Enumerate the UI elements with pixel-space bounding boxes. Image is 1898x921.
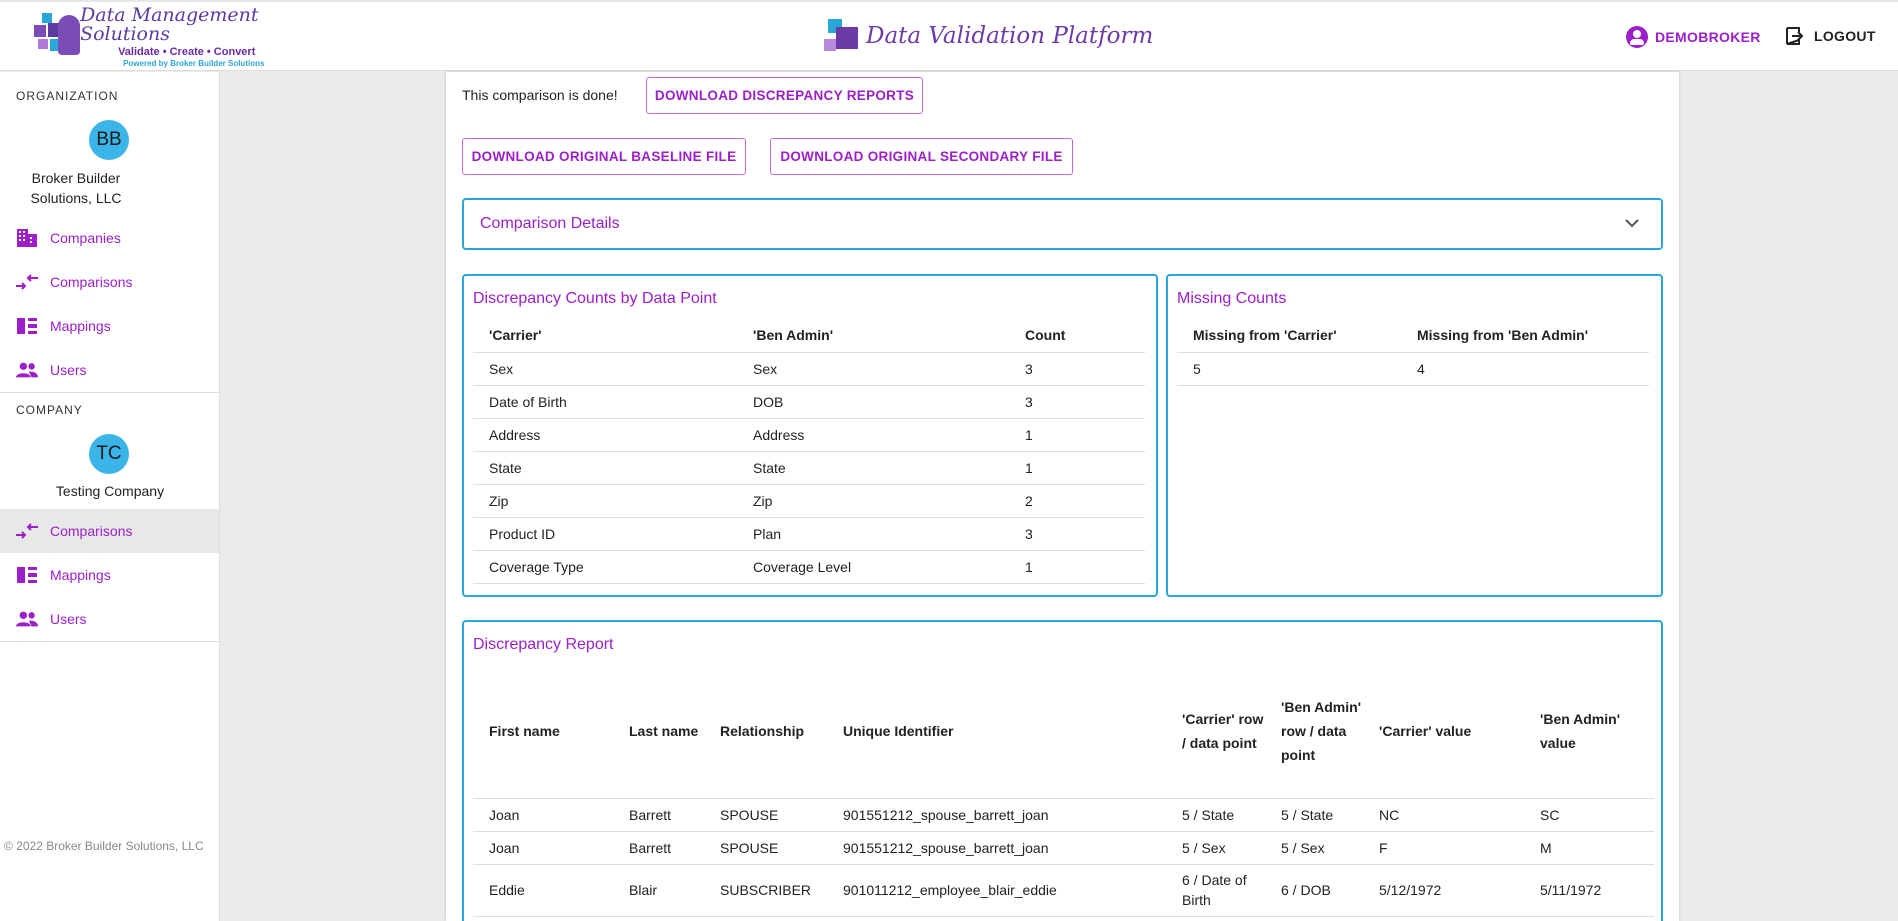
table-cell: 901551212_spouse_barrett_joan: [827, 798, 1166, 831]
organization-section-label: ORGANIZATION: [16, 89, 119, 103]
discrepancy-counts-card: [462, 274, 1158, 597]
sidebar-item-label: Mappings: [50, 318, 111, 334]
app-logo-mark-icon: [824, 19, 860, 53]
table-row: [473, 352, 1145, 385]
column-header: Count: [1009, 318, 1145, 352]
column-header: 'Carrier': [473, 318, 737, 352]
discrepancy-counts-title: Discrepancy Counts by Data Point: [473, 290, 717, 307]
sidebar-item-company-users[interactable]: [0, 597, 219, 641]
logout-button[interactable]: [1784, 26, 1876, 46]
table-cell: State: [473, 451, 737, 484]
column-header: 'Ben Admin' row / data point: [1265, 664, 1363, 798]
column-header: 'Ben Admin': [737, 318, 1009, 352]
user-account-button[interactable]: [1626, 26, 1761, 48]
table-cell: Coverage Level: [737, 550, 1009, 583]
table-cell: F: [1363, 831, 1524, 864]
table-row: [473, 484, 1145, 517]
building-icon: [16, 228, 38, 248]
app-logo: [824, 18, 1153, 54]
table-cell: Sex: [473, 352, 737, 385]
table-cell: 3: [1009, 517, 1145, 550]
table-cell: Zip: [737, 484, 1009, 517]
table-header-row: [473, 664, 1654, 798]
sidebar-item-label: Comparisons: [50, 523, 133, 539]
discrepancy-report-card: [462, 620, 1663, 921]
missing-counts-card: [1166, 274, 1663, 597]
sidebar-item-label: Users: [50, 362, 87, 378]
company-avatar: TC: [89, 434, 129, 474]
company-name: Testing Company: [55, 483, 165, 499]
table-cell: 5: [1177, 352, 1401, 385]
missing-counts-table: [1177, 318, 1649, 386]
table-cell: Zip: [473, 484, 737, 517]
sidebar-divider: [0, 641, 219, 642]
company-section-label: COMPANY: [16, 403, 83, 417]
table-cell: Date of Birth: [473, 385, 737, 418]
table-row: [473, 385, 1145, 418]
table-cell: Barrett: [613, 798, 704, 831]
table-cell: 2: [1009, 484, 1145, 517]
table-row: [473, 550, 1145, 583]
table-cell: DOB: [737, 385, 1009, 418]
column-header: Relationship: [704, 664, 827, 798]
table-row: [473, 451, 1145, 484]
discrepancy-counts-table: [473, 318, 1145, 584]
column-header: Last name: [613, 664, 704, 798]
sidebar-item-org-users[interactable]: [0, 348, 219, 392]
download-discrepancy-reports-button[interactable]: DOWNLOAD DISCREPANCY REPORTS: [646, 77, 923, 114]
table-cell: 901551212_spouse_barrett_joan: [827, 831, 1166, 864]
table-cell: 5 / Sex: [1166, 831, 1265, 864]
table-cell: Coverage Type: [473, 550, 737, 583]
table-cell: 4: [1401, 352, 1649, 385]
column-header: Missing from 'Carrier': [1177, 318, 1401, 352]
table-cell: 6 / Date of Birth: [1166, 864, 1265, 916]
table-cell: Product ID: [473, 517, 737, 550]
column-header: Missing from 'Ben Admin': [1401, 318, 1649, 352]
table-cell: NC: [1363, 798, 1524, 831]
table-cell: 3: [1009, 385, 1145, 418]
logout-label: LOGOUT: [1814, 28, 1876, 44]
missing-counts-title: Missing Counts: [1177, 290, 1287, 307]
sidebar-divider: [0, 392, 219, 393]
table-cell: Address: [737, 418, 1009, 451]
table-cell: 6 / DOB: [1265, 864, 1363, 916]
logo-powered-by: Powered by Broker Builder Solutions: [123, 59, 265, 68]
sidebar-item-company-comparisons[interactable]: [0, 509, 219, 553]
logo-title: Data Management Solutions: [80, 4, 259, 45]
table-cell: Plan: [737, 517, 1009, 550]
table-row: [473, 418, 1145, 451]
sidebar-item-companies[interactable]: [0, 216, 219, 260]
table-cell: Blair: [613, 864, 704, 916]
mapping-icon: [16, 565, 38, 585]
sidebar: [0, 72, 220, 921]
table-cell: 5/11/1972: [1524, 864, 1654, 916]
table-row: [473, 517, 1145, 550]
sidebar-item-label: Comparisons: [50, 274, 133, 290]
table-row: [473, 864, 1654, 916]
table-cell: State: [737, 451, 1009, 484]
table-header-row: [473, 318, 1145, 352]
users-icon: [16, 360, 38, 380]
status-text: This comparison is done!: [462, 87, 618, 103]
table-cell: 1: [1009, 550, 1145, 583]
sidebar-item-org-mappings[interactable]: [0, 304, 219, 348]
column-header: 'Carrier' value: [1363, 664, 1524, 798]
company-logo[interactable]: [32, 4, 302, 68]
table-cell: Joan: [473, 798, 613, 831]
organization-avatar: BB: [89, 120, 129, 160]
user-account-label: DEMOBROKER: [1655, 29, 1761, 45]
download-secondary-file-button[interactable]: DOWNLOAD ORIGINAL SECONDARY FILE: [770, 138, 1073, 175]
table-cell: 5 / State: [1265, 798, 1363, 831]
download-baseline-file-button[interactable]: DOWNLOAD ORIGINAL BASELINE FILE: [462, 138, 746, 175]
sidebar-item-label: Users: [50, 611, 87, 627]
table-cell: SUBSCRIBER: [704, 864, 827, 916]
table-cell: 5 / State: [1166, 798, 1265, 831]
copyright-text: © 2022 Broker Builder Solutions, LLC: [4, 839, 204, 853]
table-header-row: [1177, 318, 1649, 352]
accordion-title: Comparison Details: [480, 215, 620, 232]
table-row: [1177, 352, 1649, 385]
table-cell: 901011212_employee_blair_eddie: [827, 864, 1166, 916]
account-circle-icon: [1626, 26, 1648, 48]
table-cell: Sex: [737, 352, 1009, 385]
column-header: 'Carrier' row / data point: [1166, 664, 1265, 798]
table-cell: 5/12/1972: [1363, 864, 1524, 916]
users-icon: [16, 609, 38, 629]
comparison-detail-panel: [446, 72, 1679, 921]
column-header: 'Ben Admin' value: [1524, 664, 1654, 798]
table-cell: 1: [1009, 418, 1145, 451]
compare-arrows-icon: [16, 521, 38, 541]
organization-name: [16, 168, 136, 208]
sidebar-item-company-mappings[interactable]: [0, 553, 219, 597]
logo-mark-icon: [32, 11, 74, 63]
organization-name-line2: Solutions, LLC: [30, 190, 122, 206]
app-title: Data Validation Platform: [866, 23, 1154, 49]
table-cell: Barrett: [613, 831, 704, 864]
column-header: First name: [473, 664, 613, 798]
logo-tagline: Validate • Create • Convert: [118, 46, 256, 58]
discrepancy-report-table: [473, 664, 1654, 917]
sidebar-item-label: Companies: [50, 230, 121, 246]
table-cell: 1: [1009, 451, 1145, 484]
compare-arrows-icon: [16, 272, 38, 292]
table-cell: Joan: [473, 831, 613, 864]
table-cell: 5 / Sex: [1265, 831, 1363, 864]
table-cell: Eddie: [473, 864, 613, 916]
logout-icon: [1784, 26, 1804, 46]
table-cell: SC: [1524, 798, 1654, 831]
table-row: [473, 798, 1654, 831]
mapping-icon: [16, 316, 38, 336]
app-header: [0, 0, 1898, 71]
table-row: [473, 831, 1654, 864]
sidebar-item-label: Mappings: [50, 567, 111, 583]
table-cell: M: [1524, 831, 1654, 864]
comparison-details-accordion[interactable]: [462, 198, 1663, 250]
column-header: Unique Identifier: [827, 664, 1166, 798]
chevron-down-icon: [1625, 218, 1639, 228]
discrepancy-report-title: Discrepancy Report: [473, 636, 614, 653]
table-cell: Address: [473, 418, 737, 451]
table-cell: 3: [1009, 352, 1145, 385]
table-cell: SPOUSE: [704, 798, 827, 831]
sidebar-item-org-comparisons[interactable]: [0, 260, 219, 304]
organization-name-line1: Broker Builder: [31, 170, 121, 186]
table-cell: SPOUSE: [704, 831, 827, 864]
